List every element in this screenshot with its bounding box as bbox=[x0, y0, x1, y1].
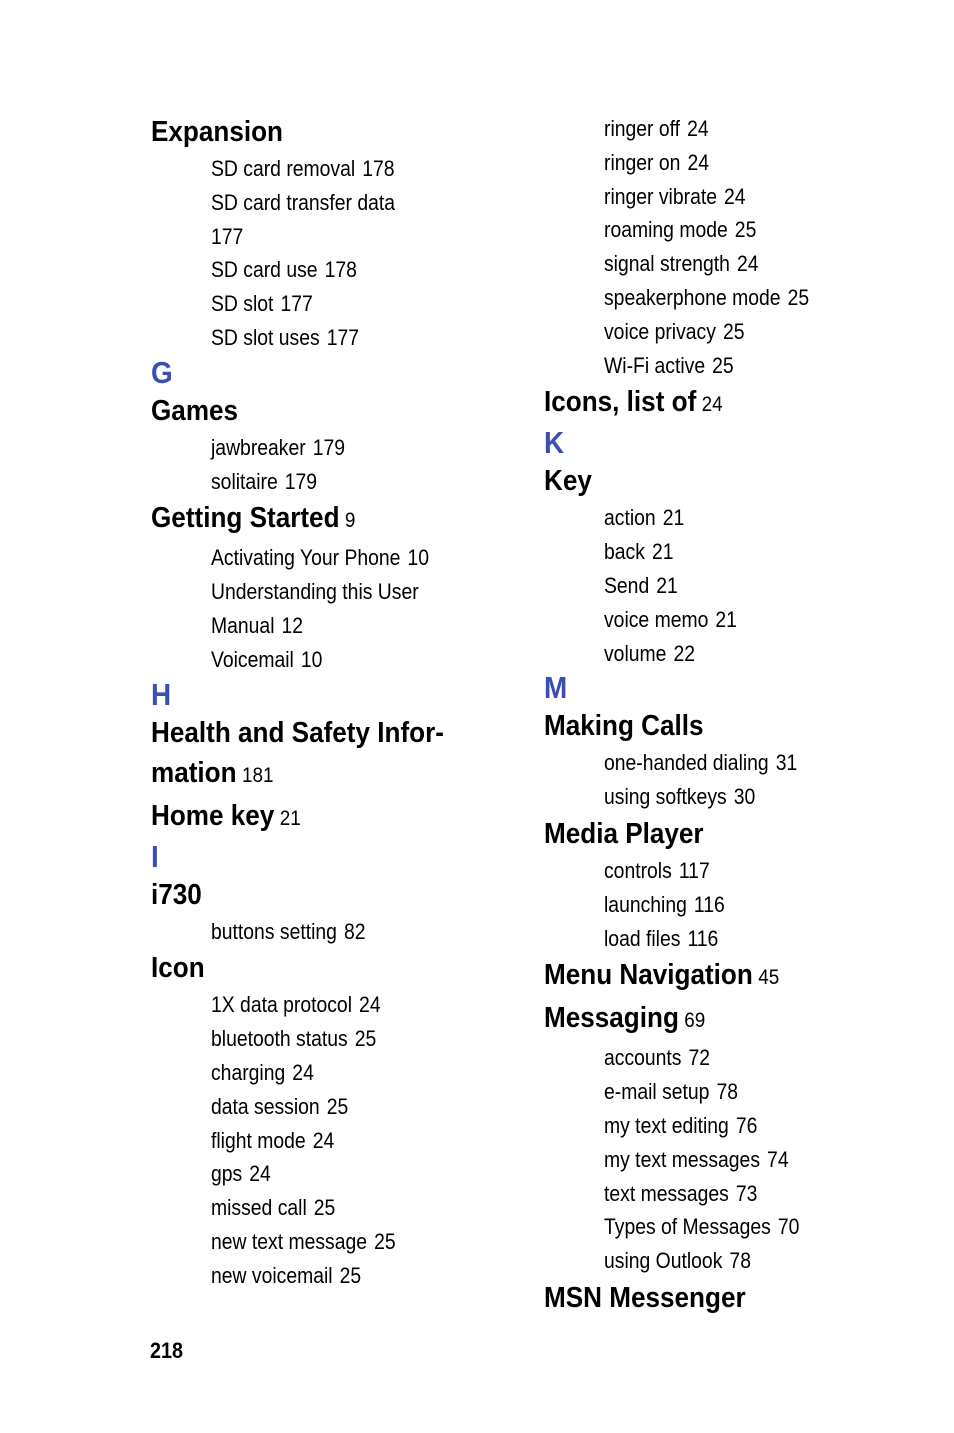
index-sub-entry bbox=[604, 247, 842, 281]
entry-term: Activating Your Phone bbox=[211, 545, 401, 571]
index-sub-entry bbox=[604, 854, 842, 888]
entry-term: Messaging bbox=[544, 1002, 679, 1035]
entry-page-ref: 76 bbox=[735, 1112, 758, 1138]
index-sub-entry bbox=[211, 253, 457, 287]
entry-page-ref: 24 bbox=[249, 1161, 271, 1187]
entry-term: my text editing bbox=[604, 1112, 729, 1138]
entry-term: K bbox=[544, 425, 565, 461]
index-sub-entry bbox=[211, 152, 457, 186]
entry-page-ref: 21 bbox=[715, 606, 737, 632]
index-sub-entry bbox=[604, 569, 842, 603]
index-main-entry bbox=[151, 753, 457, 796]
entry-term: Types of Messages bbox=[604, 1214, 771, 1240]
entry-term: Understanding this User bbox=[211, 579, 419, 605]
entry-page-ref: 10 bbox=[407, 545, 430, 571]
entry-page-ref: 21 bbox=[656, 572, 678, 598]
index-letter-heading bbox=[151, 677, 457, 713]
entry-page-ref: 25 bbox=[354, 1026, 377, 1052]
index-main-entry bbox=[544, 382, 841, 425]
entry-page-ref: 24 bbox=[312, 1127, 335, 1153]
entry-page-ref: 25 bbox=[313, 1195, 336, 1221]
entry-term: Send bbox=[604, 572, 650, 598]
index-sub-entry bbox=[211, 988, 457, 1022]
index-sub-entry bbox=[211, 1090, 457, 1124]
index-main-entry bbox=[151, 948, 457, 988]
entry-term: i730 bbox=[151, 878, 202, 911]
index-sub-entry bbox=[211, 431, 457, 465]
index-main-entry bbox=[544, 998, 841, 1041]
entry-term: Key bbox=[544, 465, 592, 498]
entry-page-ref: 24 bbox=[701, 393, 723, 417]
index-sub-entry bbox=[211, 1124, 457, 1158]
entry-term: mation bbox=[151, 756, 237, 789]
entry-term: H bbox=[151, 676, 172, 712]
entry-page-ref: 21 bbox=[662, 505, 685, 531]
entry-page-ref: 30 bbox=[733, 784, 756, 810]
index-sub-entry bbox=[604, 501, 842, 535]
entry-page-ref: 69 bbox=[684, 1009, 706, 1033]
index-main-entry bbox=[544, 1278, 841, 1318]
index-sub-entry bbox=[604, 213, 842, 247]
entry-term: back bbox=[604, 539, 645, 565]
entry-page-ref: 10 bbox=[300, 646, 323, 672]
index-sub-entry bbox=[604, 315, 842, 349]
entry-term: Wi-Fi active bbox=[604, 352, 706, 378]
index-sub-entry bbox=[211, 465, 457, 499]
index-sub-entry bbox=[604, 603, 842, 637]
index-main-entry bbox=[151, 112, 457, 152]
entry-term: controls bbox=[604, 857, 672, 883]
index-main-entry bbox=[151, 796, 457, 839]
entry-page-ref: 70 bbox=[777, 1214, 800, 1240]
entry-term: Expansion bbox=[151, 116, 283, 148]
entry-term: one-handed dialing bbox=[604, 750, 769, 776]
index-letter-heading bbox=[151, 839, 457, 875]
entry-page-ref: 24 bbox=[736, 251, 759, 277]
entry-page-ref: 31 bbox=[775, 750, 798, 776]
index-sub-entry bbox=[211, 1259, 457, 1293]
entry-page-ref: 24 bbox=[687, 149, 710, 175]
entry-page-ref: 21 bbox=[651, 539, 674, 565]
entry-term: bluetooth status bbox=[211, 1026, 348, 1052]
entry-page-ref: 82 bbox=[343, 918, 366, 944]
entry-term: voice privacy bbox=[604, 318, 716, 344]
index-column-right bbox=[544, 112, 874, 1318]
entry-term: Icon bbox=[151, 952, 205, 985]
entry-term: charging bbox=[211, 1059, 286, 1085]
entry-term: Health and Safety Infor- bbox=[151, 716, 444, 749]
entry-page-ref: 12 bbox=[281, 612, 304, 638]
entry-page-ref: 116 bbox=[693, 891, 725, 917]
index-main-entry bbox=[544, 814, 841, 854]
entry-page-ref: 24 bbox=[359, 992, 381, 1018]
index-sub-entry bbox=[604, 922, 842, 956]
entry-term: speakerphone mode bbox=[604, 284, 781, 310]
index-main-entry bbox=[151, 391, 457, 431]
index-sub-entry bbox=[604, 281, 842, 315]
entry-term: e-mail setup bbox=[604, 1079, 710, 1105]
index-sub-entry bbox=[604, 888, 842, 922]
index-sub-entry bbox=[211, 541, 457, 575]
index-sub-entry bbox=[604, 1041, 842, 1075]
entry-term: load files bbox=[604, 925, 681, 951]
entry-term: Menu Navigation bbox=[544, 959, 753, 992]
index-sub-entry bbox=[604, 1210, 842, 1244]
entry-term: gps bbox=[211, 1161, 243, 1187]
entry-page-ref: 25 bbox=[374, 1228, 396, 1254]
entry-page-ref: 78 bbox=[716, 1079, 739, 1105]
index-main-entry bbox=[544, 461, 841, 501]
index-sub-entry bbox=[604, 146, 842, 180]
entry-term: roaming mode bbox=[604, 217, 728, 243]
entry-term: Voicemail bbox=[211, 646, 294, 672]
entry-page-ref: 181 bbox=[241, 763, 274, 787]
entry-page-ref: 177 bbox=[326, 324, 360, 350]
index-main-entry bbox=[544, 706, 841, 746]
index-sub-entry bbox=[211, 1022, 457, 1056]
entry-page-ref: 116 bbox=[687, 925, 719, 951]
entry-term: buttons setting bbox=[211, 918, 337, 944]
entry-term: new voicemail bbox=[211, 1262, 333, 1288]
entry-term: Icons, list of bbox=[544, 386, 697, 419]
entry-page-ref: 178 bbox=[324, 257, 357, 283]
entry-term: Media Player bbox=[544, 817, 704, 850]
entry-page-ref: 45 bbox=[758, 966, 780, 990]
entry-page-ref: 177 bbox=[280, 291, 313, 317]
entry-page-ref: 78 bbox=[729, 1248, 751, 1274]
index-letter-heading bbox=[151, 355, 457, 391]
entry-term: Manual bbox=[211, 612, 275, 638]
entry-term: action bbox=[604, 505, 656, 531]
index-sub-entry bbox=[211, 1157, 457, 1191]
page-number: 218 bbox=[150, 1338, 184, 1363]
entry-term: I bbox=[151, 838, 159, 874]
entry-term: Making Calls bbox=[544, 710, 704, 743]
entry-page-ref: 179 bbox=[284, 468, 318, 494]
entry-page-ref: 25 bbox=[326, 1093, 349, 1119]
entry-page-ref: 25 bbox=[787, 284, 810, 310]
entry-term: missed call bbox=[211, 1195, 307, 1221]
entry-term: SD card use bbox=[211, 257, 318, 283]
index-sub-entry bbox=[211, 609, 457, 643]
entry-term: using Outlook bbox=[604, 1248, 723, 1274]
index-sub-entry bbox=[604, 1109, 842, 1143]
entry-page-ref: 25 bbox=[722, 318, 745, 344]
index-sub-entry bbox=[604, 535, 842, 569]
index-main-entry bbox=[544, 955, 841, 998]
entry-page-ref: 178 bbox=[362, 156, 395, 181]
entry-page-ref: 117 bbox=[678, 857, 710, 883]
entry-page-ref: 72 bbox=[688, 1045, 711, 1071]
entry-term: jawbreaker bbox=[211, 434, 306, 460]
entry-page-ref: 25 bbox=[339, 1262, 362, 1288]
index-sub-entry bbox=[604, 1143, 842, 1177]
entry-term: volume bbox=[604, 640, 667, 666]
entry-term: voice memo bbox=[604, 606, 709, 632]
entry-term: signal strength bbox=[604, 251, 730, 277]
entry-term: SD card transfer data bbox=[211, 189, 396, 215]
index-sub-entry bbox=[211, 1191, 457, 1225]
entry-page-ref: 25 bbox=[734, 217, 757, 243]
entry-term: using softkeys bbox=[604, 784, 727, 810]
entry-page-ref: 24 bbox=[724, 183, 746, 209]
index-sub-entry bbox=[211, 1225, 457, 1259]
index-letter-heading bbox=[544, 425, 841, 461]
index-sub-entry bbox=[211, 186, 457, 220]
entry-term: SD slot uses bbox=[211, 324, 320, 350]
entry-term: Getting Started bbox=[151, 502, 340, 535]
entry-page-ref: 25 bbox=[712, 352, 734, 378]
index-sub-entry bbox=[604, 1075, 842, 1109]
index-main-entry bbox=[151, 713, 457, 753]
index-sub-entry bbox=[604, 746, 842, 780]
index-sub-entry bbox=[211, 643, 457, 677]
entry-term: Home key bbox=[151, 799, 275, 832]
index-sub-entry bbox=[211, 220, 457, 254]
index-sub-entry bbox=[604, 780, 842, 814]
index-sub-entry bbox=[604, 1244, 842, 1278]
entry-page-ref: 21 bbox=[279, 806, 301, 830]
entry-page-ref: 24 bbox=[292, 1059, 314, 1085]
entry-term: Games bbox=[151, 394, 239, 427]
entry-term: SD card removal bbox=[211, 156, 356, 181]
entry-term: ringer on bbox=[604, 149, 681, 175]
entry-term: MSN Messenger bbox=[544, 1281, 746, 1314]
entry-page-ref: 9 bbox=[344, 509, 356, 533]
entry-term: launching bbox=[604, 891, 687, 917]
index-sub-entry bbox=[211, 1056, 457, 1090]
entry-term: 177 bbox=[211, 223, 244, 249]
index-sub-entry bbox=[211, 321, 457, 355]
entry-term: flight mode bbox=[211, 1127, 306, 1153]
index-sub-entry bbox=[211, 915, 457, 949]
entry-page-ref: 24 bbox=[687, 116, 709, 141]
index-main-entry bbox=[151, 875, 457, 915]
entry-term: ringer vibrate bbox=[604, 183, 717, 209]
entry-term: ringer off bbox=[604, 116, 681, 141]
entry-term: new text message bbox=[211, 1228, 368, 1254]
index-sub-entry bbox=[604, 1177, 842, 1211]
entry-term: M bbox=[544, 670, 568, 706]
entry-term: G bbox=[151, 354, 173, 390]
index-sub-entry bbox=[604, 112, 842, 146]
entry-term: 1X data protocol bbox=[211, 992, 353, 1018]
index-main-entry bbox=[151, 498, 457, 541]
entry-term: SD slot bbox=[211, 291, 274, 317]
entry-term: my text messages bbox=[604, 1146, 761, 1172]
index-sub-entry bbox=[211, 575, 457, 609]
entry-page-ref: 74 bbox=[767, 1146, 789, 1172]
index-sub-entry bbox=[604, 180, 842, 214]
entry-page-ref: 73 bbox=[735, 1180, 758, 1206]
index-sub-entry bbox=[211, 287, 457, 321]
entry-page-ref: 179 bbox=[312, 434, 346, 460]
entry-term: text messages bbox=[604, 1180, 729, 1206]
entry-page-ref: 22 bbox=[673, 640, 695, 666]
index-sub-entry bbox=[604, 637, 842, 671]
index-sub-entry bbox=[604, 349, 842, 383]
entry-term: data session bbox=[211, 1093, 320, 1119]
entry-term: solitaire bbox=[211, 468, 278, 494]
entry-term: accounts bbox=[604, 1045, 682, 1071]
index-letter-heading bbox=[544, 670, 841, 706]
index-column-left bbox=[151, 112, 491, 1293]
